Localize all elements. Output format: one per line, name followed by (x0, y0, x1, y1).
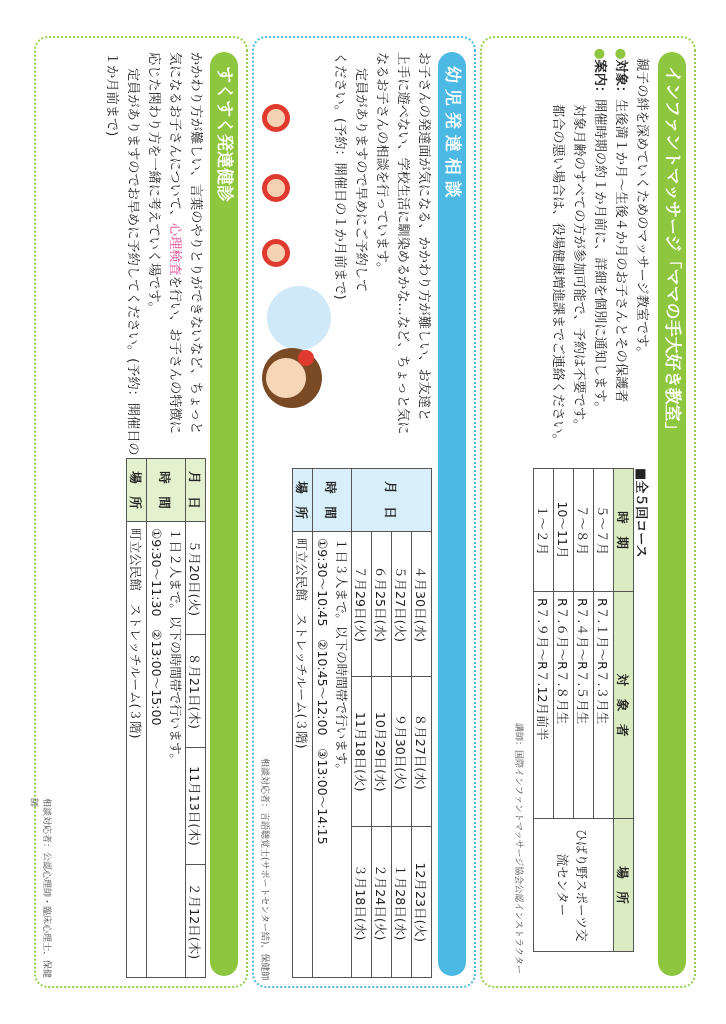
period-cell: 10〜11月 (554, 469, 574, 592)
infant-massage-intro: 親子の絆を深めていくためのマッサージ教室です。 (634, 58, 649, 360)
target-line (610, 48, 631, 402)
place-cell: 町立公民館 ストレッチルーム(３階) (293, 532, 313, 978)
guide-text-2: 対象月齢のすべての方が参加可能で、予約は不要です。 (571, 104, 586, 433)
date-cell: 11月18日(火) (352, 676, 372, 827)
col-date: 月 日 (352, 469, 432, 532)
target-cell: R７.４月〜R７.５月生 (574, 592, 594, 819)
guide-text-1: 開催時期の約１か月前に、詳細を個別に通知します。 (592, 99, 607, 415)
bullet-icon: ● (613, 48, 628, 60)
target-cell: R７.６月〜R７.８月生 (554, 592, 574, 819)
checkup-body-2b: を行い、お子さんの特徴に (167, 275, 182, 434)
checkup-body-2 (164, 52, 185, 434)
date-cell: ５月27日(火) (392, 532, 412, 677)
col-place: 場 所 (614, 819, 634, 952)
period-cell: １〜２月 (534, 469, 554, 592)
date-cell: 12月23日(火) (412, 827, 432, 978)
date-cell: ７月29日(火) (352, 532, 372, 677)
development-consult-panel (252, 36, 476, 988)
date-cell: ６月25日(水) (372, 532, 392, 677)
consult-body-1: お子さんの発達面が気になる、かかわり方が難しい、お友達と (416, 52, 431, 422)
doll-icon (262, 104, 290, 132)
col-place: 場 所 (293, 469, 313, 532)
checkup-credit: 相談対応者：公認心理師・臨床心理士、保健師 (28, 798, 51, 979)
time-note: １日３人まで。以下の時間帯で行います。 (334, 538, 349, 777)
growth-checkup-title: すくすく発達健診 (210, 52, 238, 976)
time-cell (147, 522, 186, 978)
date-cell: ８月21日(木) (186, 634, 206, 747)
guide-text-3: 都合の悪い場合は、役場健康増進課までご連絡ください。 (550, 104, 565, 447)
doll-icon (262, 174, 290, 202)
date-cell: ９月30日(火) (392, 676, 412, 827)
checkup-body-2a: 気になるお子さんについて、 (167, 52, 182, 223)
checkup-body-1: かかわり方が難しい、言葉のやりとりができないなど、ちょっと (188, 52, 203, 435)
checkup-body-5: １か月前まで) (104, 52, 119, 137)
place-cell: ひばり野スポーツ交流センター (534, 819, 614, 952)
bullet-icon: ● (592, 48, 607, 60)
time-slots: ①9:30〜10:45 ②10:45〜12:00 ③13:00〜14:15 (315, 538, 330, 845)
consult-credit: 相談対応者：言語聴覚士(サポートセンター結)、保健師 (259, 758, 269, 981)
infant-massage-panel (480, 36, 696, 988)
checkup-schedule-table (126, 458, 206, 978)
psych-test-highlight: 心理検査 (167, 222, 182, 276)
growth-checkup-panel (28, 36, 248, 988)
target-cell: R７.１月〜R７.３月生 (594, 592, 614, 819)
guide-line (589, 48, 610, 415)
col-place: 場 所 (127, 459, 147, 522)
col-time: 時 間 (313, 469, 352, 532)
guide-label: 案内： (592, 59, 607, 100)
period-cell: ５〜７月 (594, 469, 614, 592)
col-date: 月 日 (186, 459, 206, 522)
date-cell: ５月20日(火) (186, 522, 206, 635)
col-target: 対 象 者 (614, 592, 634, 819)
date-cell: 11月13日(木) (186, 747, 206, 864)
date-cell: ３月18日(水) (352, 827, 372, 978)
consult-body-4: 定員がありますので早めにご予約して (353, 68, 368, 293)
course-title: ■全５回コース (633, 468, 648, 558)
place-cell: 町立公民館 ストレッチルーム(３階) (127, 522, 147, 978)
date-cell: ４月30日(水) (412, 532, 432, 677)
date-cell: ２月24日(火) (372, 827, 392, 978)
child-icon (262, 348, 322, 408)
date-cell: 10月29日(水) (372, 676, 392, 827)
consult-schedule-table (292, 468, 432, 978)
target-cell: R７.９月〜R７.12月前半 (534, 592, 554, 819)
instructor-credit: 講師：国際インファントマッサージ協会公認インストラクター (513, 723, 523, 974)
time-cell (313, 532, 352, 978)
period-cell: ７〜８月 (574, 469, 594, 592)
doll-icon (262, 239, 290, 267)
consult-body-3: なるお子さんの相談を行っています。 (374, 52, 389, 276)
col-period: 時 期 (614, 469, 634, 592)
target-text: 生後満１か月〜生後４か月のお子さんとその保護者 (613, 99, 628, 403)
time-note: １日２人まで。以下の時間帯で行います。 (168, 528, 183, 767)
infant-massage-title: インファントマッサージ「ママの手大好き教室」 (658, 52, 686, 976)
checkup-body-3: 応じた関わり方を一緒に考えていく場です。 (146, 52, 161, 315)
checkup-body-4: 定員がありますのでお早めに予約してください。(予約：開催日の (125, 68, 140, 456)
col-time: 時 間 (147, 459, 186, 522)
consult-body-5: ください。(予約：開催日の１か月前まで) (332, 52, 347, 300)
time-slots: ①9:30〜11:30 ②13:00〜15:00 (149, 528, 164, 726)
target-label: 対象： (613, 59, 628, 100)
date-cell: ２月12日(木) (186, 865, 206, 978)
development-consult-title: 幼 児 発 達 相 談 (438, 52, 466, 976)
date-cell: １月28日(水) (392, 827, 412, 978)
date-cell: ８月27日(水) (412, 676, 432, 827)
kids-illustration (254, 78, 334, 438)
massage-schedule-table (533, 468, 634, 952)
consult-body-2: 上手に遊べない、学校生活に馴染めるかな…など、ちょっと気に (395, 52, 410, 435)
